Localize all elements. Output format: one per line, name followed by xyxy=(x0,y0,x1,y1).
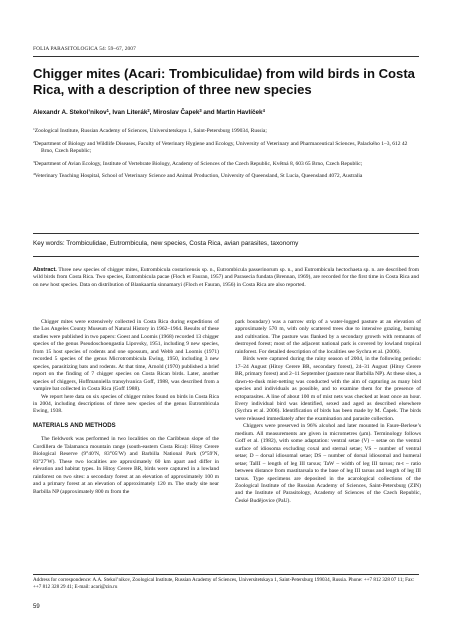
author-list: Alexandr A. Stekol’nikov$^1$, Ivan Literák$^2$, Miroslav Čapek$^3$ and Martin Havlíček$^4$ xyxy=(33,108,265,116)
header-rule xyxy=(33,56,419,57)
author-name: Alexandr A. Stekol’nikov xyxy=(33,109,107,116)
intro-paragraph: We report here data on six species of chigger mites found on birds in Costa Rica in 2004, including descriptions of three new species of the genus Eutrombicula Ewing, 1938. xyxy=(33,393,219,415)
affiliations xyxy=(33,128,419,186)
author-name: Ivan Literák xyxy=(112,109,148,116)
author-name: Miroslav Čapek xyxy=(153,109,200,116)
correspondence-footnote: Address for correspondence: A.A. Stekol’nikov, Zoological Institute, Russian Academy of Sciences, Universitetskaya 1, Saint-Petersburg 199034, Russia. Phone: ++7 812 328 07 11; Fax: ++7 812 328 29 41; E-mail: acari@zin.ru xyxy=(33,577,415,590)
body-paragraph: Birds were captured during the rainy season of 2004, in the following periods: 17–24 August (Hitoy Cerere BR, secondary forest), 24–31 August (Hitoy Cerere BR, primary forest) and 2–11 September (pasture near Barbilla NP). At these sites, a dawn-to-dusk mist-netting was conducted with the aim of capturing as many bird species and individuals as possible, and to examine them for the presence of ectoparasites. A line of about 100 m of mist nets was checked at least once an hour. Every individual bird was identified, sexed and aged as described elsewhere (Sychra et al. 2006). Identification of birds has been made by M. Čapek. The birds were released immediately after the examination and parasite collection. xyxy=(235,356,421,422)
affiliation-text: Department of Biology and Wildlife Diseases, Faculty of Veterinary Hygiene and Ecology, University of Veterinary and Pharmaceutical Sciences, Palackého 1–3, 612 42 Brno, Czech Republic; xyxy=(34,140,408,154)
abstract-text: Three new species of chigger mites, Eutrombicula costaricensis sp. n., Eutrombicula passerinorum sp. n., and Eutrombicula hectochaeta sp. n. are described from wild birds from Costa Rica. Two species, Eutrombicula pacae (Floch et Fauran, 1957) and Parasecia fundata (Brennan, 1969), are recorded for the first time in Costa Rica and on new host species. Data on distribution of Blankaartia sinnamaryi (Floch et Fauran, 1956) in Costa Rica are also reported. xyxy=(33,267,419,288)
intro-paragraph: Chigger mites were extensively collected in Costa Rica during expeditions of the Los Angeles County Museum of Natural History in 1962–1964. Results of these studies were published in two papers: Goest and Loomis (1968) recorded 13 chigger species of the genus Pseudoschoengastia Lipovsky, 1951, including 9 new species, from 15 host species of rodents and one opossum, and Webb and Loomis (1971) recorded 5 species of the genus Microtrombicula Ewing, 1950, including 3 new species, parasitizing bats and rodents. At that time, Arnold (1970) published a brief report on the finding of 7 chigger species on Costa Rican birds. Later, another species of chiggers, Hoffmanniella transylvanica Goff, 1988, was described from a vampire bat collected in Costa Rica (Goff 1988). xyxy=(33,319,219,393)
affiliation xyxy=(33,128,419,135)
footnote-rule xyxy=(33,574,419,575)
affiliation xyxy=(33,173,419,180)
affiliation-text: Veterinary Teaching Hospital, School of Veterinary Science and Animal Production, University of Queensland, St Lucia, Queensland 4072, Australia xyxy=(34,173,363,180)
keywords-text: Trombiculidae, Eutrombicula, new species, Costa Rica, avian parasites, taxonomy xyxy=(66,240,299,247)
article-title: Chigger mites (Acari: Trombiculidae) from wild birds in Costa Rica, with a description of three new species xyxy=(33,66,415,97)
affiliation-text: Department of Avian Ecology, Institute of Vertebrate Biology, Academy of Sciences of the Czech Republic, Květná 8, 603 65 Brno, Czech Republic; xyxy=(34,160,363,167)
author-name: Martin Havlíček xyxy=(216,109,263,116)
keywords xyxy=(33,240,423,247)
affiliation-sup: 3 xyxy=(33,159,35,164)
methods-paragraph: The fieldwork was performed in two localities on the Caribbean slope of the Cordillera de Talamanca mountain range (south-eastern Costa Rica): Hitoy Cerere Biological Reserve (9°40′N, 83°05′W) and Barbilla National Park (9°59′N, 83°27′W). These two localities are approximately 60 km apart and differ in elevation and habitat types. In Hitoy Cerere BR, birds were captured in a lowland rainforest on two sites: a secondary forest at an elevation of approximately 100 m and a primary forest at an elevation of approximately 120 m. The study site near Barbilla NP (approximately 800 m from the xyxy=(33,436,219,495)
left-column xyxy=(33,319,219,496)
keywords-bottom-rule xyxy=(33,256,419,257)
affiliation-sup: 1 xyxy=(33,127,35,131)
keywords-top-rule xyxy=(33,233,419,234)
page-number: 59 xyxy=(33,604,40,610)
body-paragraph: park boundary) was a narrow strip of a water-logged pasture at an elevation of approximately 570 m, with only scattered trees due to intensive grazing, burning and cultivation. The pasture was flanked by a secondary growth with remnants of destroyed forest; most of the adjacent national park is covered by lowland tropical rainforest. For detailed description of the localities see Sychra et al. (2006). xyxy=(235,319,421,355)
author-sup: 2 xyxy=(147,108,150,113)
affiliation xyxy=(33,161,419,168)
right-column xyxy=(235,319,421,505)
affiliation xyxy=(33,141,419,156)
body-paragraph: Chiggers were preserved in 96% alcohol and later mounted in Faure-Berlese’s medium. All measurements are given in micrometres (μm). Terminology follows Goff et al. (1982), with some adaptation: ventral setae (V) – setae on the ventral surface of idiosoma excluding coxal and sternal setae; VS – number of ventral setae; D – dorsal idiosomal setae; DS – number of dorsal idiosomal and humeral setae; TaIII – length of leg III tarsus; TaW – width of leg III tarsus; m-t – ratio between distance from mastitarsala to the base of leg III tarsus and length of leg III tarsus. Type specimens are deposited in the acarological collections of the Zoological Institute of the Russian Academy of Sciences, Saint-Petersburg (ZIN) and the Institute of Parasitology, Academy of Sciences of the Czech Republic, České Budějovice (PaU). xyxy=(235,423,421,504)
author-sup: 4 xyxy=(262,108,265,113)
keywords-label: Key words: xyxy=(33,240,65,247)
author-sup: 3 xyxy=(199,108,202,113)
section-heading: MATERIALS AND METHODS xyxy=(33,422,116,429)
author-sup: 1 xyxy=(106,108,109,113)
abstract xyxy=(33,267,419,289)
abstract-label: Abstract. xyxy=(33,267,57,273)
journal-header: FOLIA PARASITOLOGICA 54: 59–67, 2007 xyxy=(33,46,136,52)
affiliation-text: Zoological Institute, Russian Academy of Sciences, Universitetskaya 1, Saint-Petersburg 199034, Russia; xyxy=(34,128,267,134)
affiliation-sup: 2 xyxy=(33,139,35,144)
affiliation-sup: 4 xyxy=(33,172,35,177)
